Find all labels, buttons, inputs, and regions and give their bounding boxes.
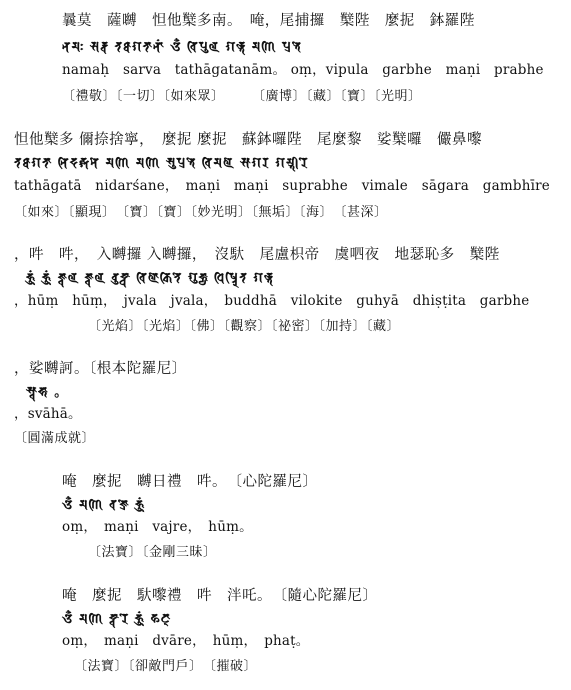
roman-line-5: oṃ， maṇi vajre， hūṃ。 (62, 519, 253, 535)
han-line-3: ，吽 吽， 入嚩攞 入嚩攞， 沒馱 尾盧枳帝 虞呬夜 地瑟恥多 櫱陛 (14, 247, 500, 263)
gloss-line-5: 〔法寶〕〔金剛三昧〕 (88, 545, 217, 560)
siddham-line-2: 𑖝𑖞𑖯𑖐𑖝𑖯 𑖡𑖰𑖟𑖨𑖿𑖫𑖡𑖸 𑖦𑖜𑖰 𑖦𑖜𑖰 𑖭𑖲𑖢𑖿𑖨𑖥𑖸 𑖪𑖰𑖦𑖩𑖸 𑖭𑖯𑖐𑖨 𑖐𑖦𑖿𑖥𑖱𑖨𑖸 (14, 156, 309, 171)
han-line-5: 唵 麼抳 嚩日禮 吽。 〔心陀羅尼〕 (62, 474, 318, 490)
gloss-line-6: 〔法寶〕〔卻敵門戶〕 〔摧破〕 (74, 659, 258, 674)
han-line-1: 曩莫 薩嚩 怛他櫱多南。 唵，尾捕攞 櫱陛 麼抳 鉢羅陛 (62, 13, 475, 29)
siddham-line-3: 𑖮𑖳𑖽 𑖮𑖳𑖽 𑖕𑖿𑖪𑖩 𑖕𑖿𑖪𑖩 𑖤𑖲𑖟𑖿𑖠𑖯 𑖪𑖰𑖩𑖺𑖎𑖰𑖝𑖸 𑖐𑖲𑖮𑖿𑖧𑖯 𑖠𑖰𑖬𑖿𑖚𑖰𑖝 𑖐𑖨𑖿𑖥𑖸 (26, 271, 274, 286)
siddham-line-6: 𑖌𑖼 𑖦𑖜𑖰 𑖟𑖿𑖪𑖯𑖨𑖸 𑖮𑖳𑖽 𑖣𑖘𑖿 (62, 612, 172, 627)
roman-line-3: ，hūṃ hūṃ， jvala jvala， buddhā vilokite guhyā dhiṣṭita garbhe (14, 293, 530, 309)
gloss-line-2: 〔如來〕〔顯現〕 〔寶〕〔寶〕〔妙光明〕〔無垢〕〔海〕 〔甚深〕 (14, 205, 388, 220)
siddham-line-4: 𑖭𑖿𑖪𑖯𑖮𑖯 。 (26, 385, 69, 400)
han-line-4: ，娑嚩訶。〔根本陀羅尼〕 (14, 361, 187, 377)
roman-line-4: ，svāhā。 (14, 406, 82, 422)
siddham-line-1: 𑖡𑖦𑖾 𑖭𑖨𑖿𑖪 𑖝𑖞𑖯𑖐𑖝𑖯𑖡𑖯𑖽 𑖌𑖼 𑖪𑖰𑖢𑖲𑖩 𑖐𑖨𑖿𑖥𑖸 𑖦𑖜𑖰 𑖢𑖿𑖨𑖥𑖸 (62, 40, 302, 55)
gloss-line-3: 〔光焰〕〔光焰〕〔佛〕〔觀察〕〔祕密〕〔加持〕〔藏〕 (88, 319, 401, 334)
siddham-line-5: 𑖌𑖼 𑖦𑖜𑖰 𑖪𑖕𑖿𑖨𑖸 𑖮𑖳𑖽 (62, 498, 146, 513)
gloss-line-1: 〔禮敬〕〔一切〕〔如來眾〕 〔廣博〕〔藏〕〔寶〕〔光明〕 (62, 89, 422, 104)
roman-line-6: oṃ， maṇi dvāre， hūṃ， phaṭ。 (62, 633, 310, 649)
roman-line-2: tathāgatā nidarśane， maṇi maṇi suprabhe vimale sāgara gambhīre (14, 178, 550, 194)
gloss-line-4: 〔圓滿成就〕 (14, 431, 96, 446)
han-line-2: 怛他櫱多 儞捺捨寧， 麼抳 麼抳 蘇鉢囉陛 尾麼黎 娑櫱囉 儼鼻嚟 (14, 132, 482, 148)
han-line-6: 唵 麼抳 馱嚟禮 吽 泮吒。 〔隨心陀羅尼〕 (62, 588, 378, 604)
roman-line-1: namaḥ sarva tathāgatanām。 oṃ，vipula garbhe maṇi prabhe (62, 62, 544, 78)
